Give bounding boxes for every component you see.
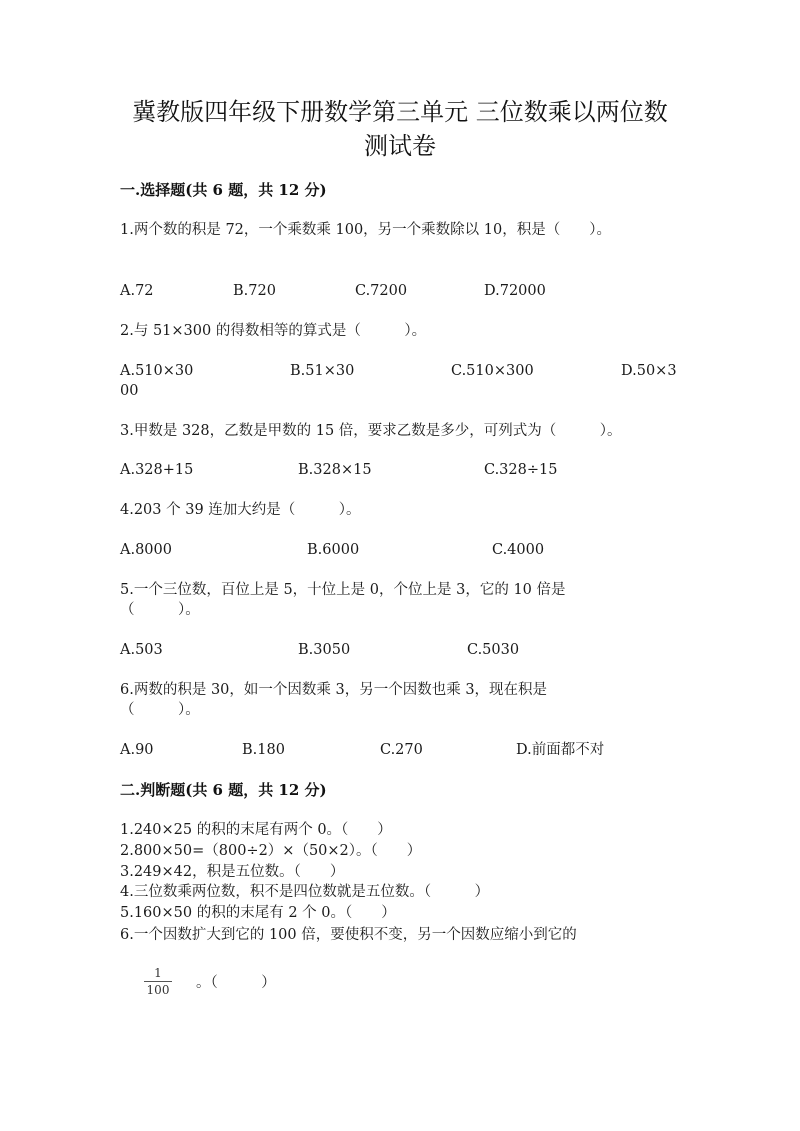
question-4-text: 4.203 个 39 连加大约是（ ）。	[120, 502, 361, 518]
q1-option-d: D.72000	[484, 283, 546, 299]
q1-option-b: B.720	[233, 283, 276, 299]
section-heading-choice: 一.选择题(共 6 题，共 12 分)	[120, 181, 327, 199]
judgement-item-6: 6.一个因数扩大到它的 100 倍，要使积不变，另一个因数应缩小到它的	[120, 927, 577, 943]
q2-option-d-wrap: 00	[120, 383, 139, 399]
q3-option-c: C.328÷15	[484, 462, 558, 478]
q3-option-a: A.328+15	[120, 462, 194, 478]
q2-option-c: C.510×300	[451, 363, 534, 379]
judgement-item-6-tail: 。（ ）	[196, 975, 276, 991]
fraction-numerator: 1	[154, 966, 162, 980]
question-5-text-line1: 5.一个三位数，百位上是 5，十位上是 0，个位上是 3，它的 10 倍是	[120, 582, 566, 598]
document-title-line1: 冀教版四年级下册数学第三单元 三位数乘以两位数	[132, 98, 668, 126]
judgement-item-5: 5.160×50 的积的末尾有 2 个 0。（ ）	[120, 905, 396, 921]
judgement-item-1: 1.240×25 的积的末尾有两个 0。（ ）	[120, 822, 392, 838]
q6-option-a: A.90	[120, 742, 154, 758]
document-title-line2: 测试卷	[364, 132, 436, 160]
q4-option-a: A.8000	[120, 542, 172, 558]
question-5-text-line2: （ ）。	[120, 602, 200, 618]
q5-option-c: C.5030	[467, 642, 520, 658]
q4-option-b: B.6000	[307, 542, 360, 558]
q1-option-a: A.72	[120, 283, 154, 299]
q3-option-b: B.328×15	[298, 462, 372, 478]
q6-option-d: D.前面都不对	[516, 742, 605, 758]
q1-option-c: C.7200	[355, 283, 408, 299]
fraction-bar	[144, 981, 172, 982]
question-6-text-line2: （ ）。	[120, 702, 200, 718]
question-2-text: 2.与 51×300 的得数相等的算式是（ ）。	[120, 323, 427, 339]
q2-option-b: B.51×30	[290, 363, 355, 379]
question-3-text: 3.甲数是 328，乙数是甲数的 15 倍，要求乙数是多少，可列式为（ ）。	[120, 423, 622, 439]
q4-option-c: C.4000	[492, 542, 545, 558]
judgement-item-3: 3.249×42，积是五位数。（ ）	[120, 864, 345, 880]
fraction-denominator: 100	[146, 983, 170, 997]
judgement-item-4: 4.三位数乘两位数，积不是四位数就是五位数。（ ）	[120, 884, 490, 900]
q2-option-d: D.50×3	[621, 363, 677, 379]
judgement-item-2: 2.800×50=（800÷2）×（50×2）。（ ）	[120, 843, 422, 859]
q5-option-b: B.3050	[298, 642, 351, 658]
q6-option-b: B.180	[242, 742, 285, 758]
question-1-text: 1.两个数的积是 72，一个乘数乘 100，另一个乘数除以 10，积是（ ）。	[120, 222, 611, 238]
q2-option-a: A.510×30	[120, 363, 194, 379]
q5-option-a: A.503	[120, 642, 163, 658]
question-6-text-line1: 6.两数的积是 30，如一个因数乘 3，另一个因数也乘 3，现在积是	[120, 682, 548, 698]
fraction-one-hundredth	[144, 966, 172, 997]
q6-option-c: C.270	[380, 742, 423, 758]
section-heading-judgement: 二.判断题(共 6 题，共 12 分)	[120, 781, 327, 799]
